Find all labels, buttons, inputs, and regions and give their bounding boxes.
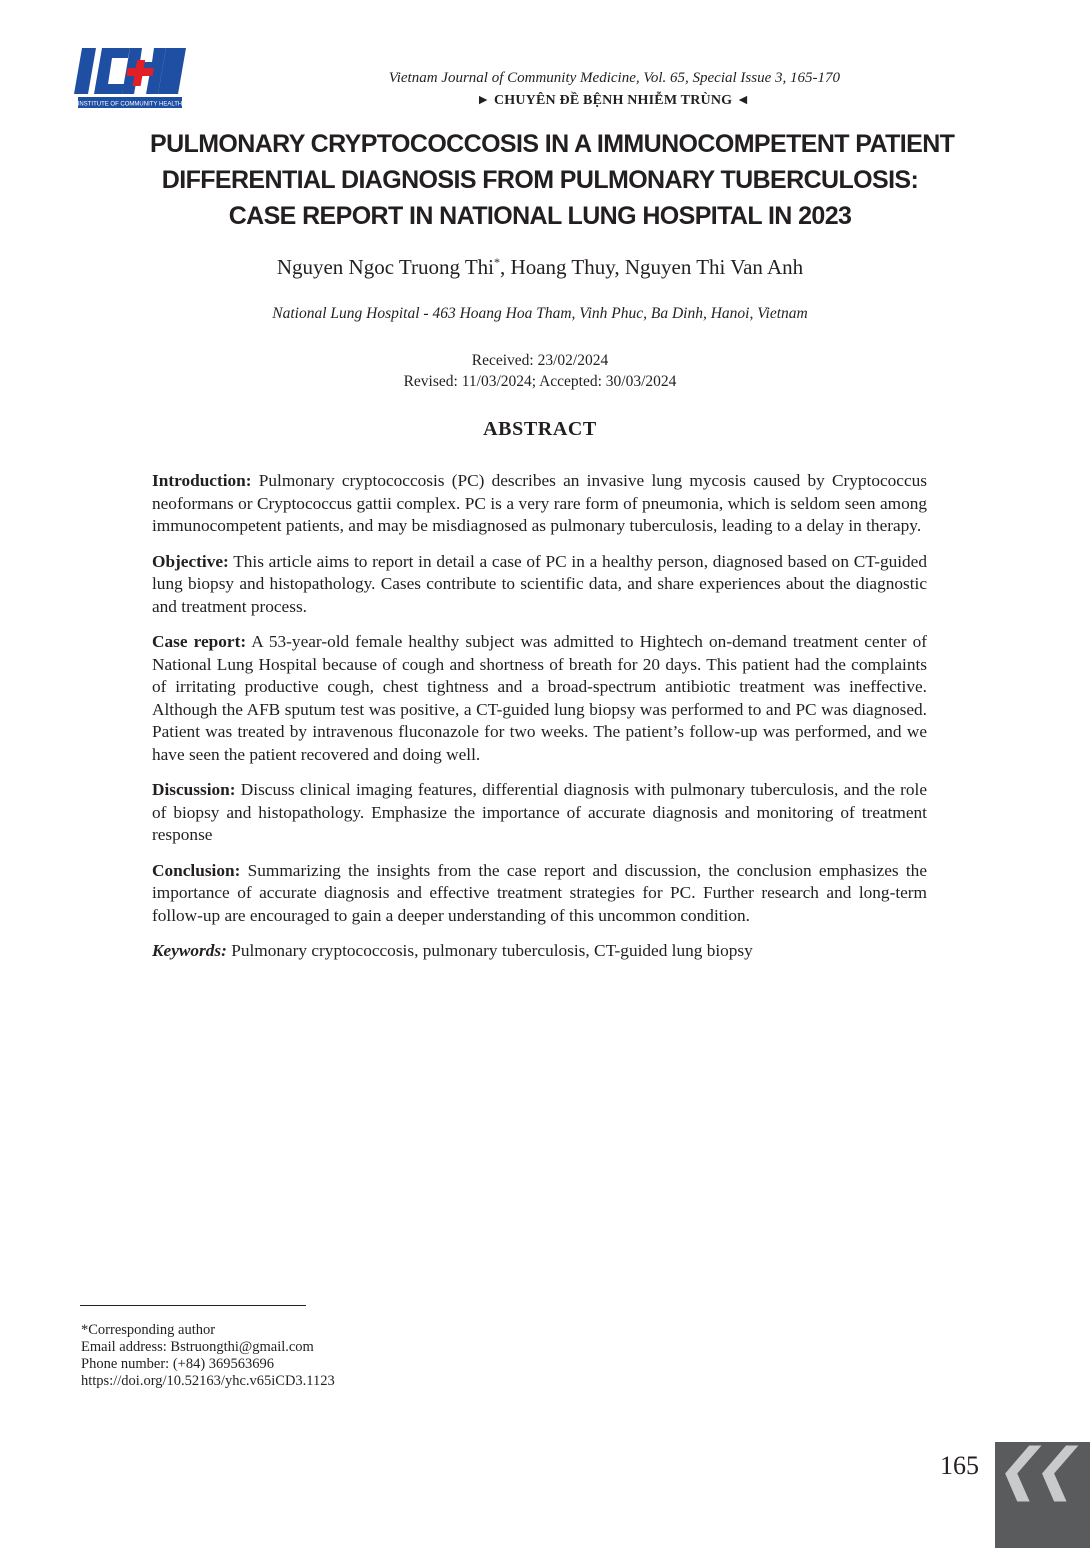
- email-address: Email address: Bstruongthi@gmail.com: [81, 1339, 314, 1355]
- received-date: Received: 23/02/2024: [471, 352, 609, 369]
- abstract-keywords: [152, 940, 927, 963]
- abstract-body: [152, 470, 927, 976]
- revised-accepted-dates: Revised: 11/03/2024; Accepted: 30/03/2024: [403, 373, 677, 390]
- keywords-label: Keywords:: [152, 941, 227, 960]
- discussion-text: Discuss clinical imaging features, differential diagnosis with pulmonary tuberculosis, and the role of biopsy and histopathology. Emphasize the importance of accurate diagnosis and monitoring of treatment response: [152, 780, 927, 844]
- page-number: 165: [940, 1451, 979, 1480]
- conclusion-text: Summarizing the insights from the case report and discussion, the conclusion emphasizes the importance of accurate diagnosis and effective treatment strategies for PC. Further research and long-term follow-up are encouraged to gain a deeper understanding of this uncommon condition.: [152, 860, 927, 925]
- footnote: [81, 1322, 335, 1390]
- introduction-text: Pulmonary cryptococcosis (PC) describes an invasive lung mycosis caused by Cryptococcus neoformans or Cryptococcus gattii complex. PC is a very rare form of pneumonia, which is seldom seen among immunocompetent patients, and may be misdiagnosed as pulmonary tuberculosis, leading to a delay in therapy.: [152, 471, 927, 535]
- ich-logo: [74, 44, 186, 110]
- abstract-introduction: [152, 470, 927, 538]
- author-rest: , Hoang Thuy, Nguyen Thi Van Anh: [500, 255, 804, 279]
- objective-label: Objective:: [152, 551, 229, 571]
- journal-citation: Vietnam Journal of Community Medicine, Vol. 65, Special Issue 3, 165-170: [388, 70, 840, 86]
- abstract-case-report: [152, 631, 927, 766]
- abstract-objective: [152, 551, 927, 619]
- author-first: Nguyen Ngoc Truong Thi: [276, 255, 495, 279]
- doi-link[interactable]: https://doi.org/10.52163/yhc.v65iCD3.1123: [81, 1373, 335, 1389]
- author-list: [150, 255, 930, 280]
- corresponding-author: *Corresponding author: [81, 1322, 216, 1338]
- double-chevron-left-icon: ❮❮: [991, 1437, 1079, 1502]
- corresponding-mark: *: [494, 255, 501, 269]
- abstract-discussion: [152, 779, 927, 847]
- article-title: [150, 126, 955, 234]
- case-report-text: A 53-year-old female healthy subject was admitted to Hightech on-demand treatment center of National Lung Hospital because of cough and shortness of breath for 20 days. This patient had the complaints of irritating productive cough, chest tightness and a broad-spectrum antibiotic treatment was ineffective. Although the AFB sputum test was positive, a CT-guided lung biopsy was performed to and PC was diagnosed. Patient was treated by intravenous fluconazole for two weeks. The patient’s follow-up was performed, and we have seen the patient recovered and doing well.: [152, 632, 927, 764]
- phone-number: Phone number: (+84) 369563696: [81, 1356, 275, 1372]
- article-dates: [150, 350, 930, 392]
- footnote-divider: [80, 1305, 306, 1306]
- discussion-label: Discussion:: [152, 780, 236, 799]
- introduction-label: Introduction:: [152, 471, 252, 490]
- section-label: ► CHUYÊN ĐỀ BỆNH NHIỄM TRÙNG ◄: [476, 93, 750, 108]
- title-line: CASE REPORT IN NATIONAL LUNG HOSPITAL IN 2023: [228, 202, 852, 230]
- abstract-heading: ABSTRACT: [483, 418, 597, 440]
- affiliation: National Lung Hospital - 463 Hoang Hoa Tham, Vinh Phuc, Ba Dinh, Hanoi, Vietnam: [272, 305, 808, 322]
- keywords-text: Pulmonary cryptococcosis, pulmonary tuberculosis, CT-guided lung biopsy: [226, 941, 753, 960]
- abstract-conclusion: [152, 860, 927, 928]
- conclusion-label: Conclusion:: [152, 860, 241, 880]
- title-line: DIFFERENTIAL DIAGNOSIS FROM PULMONARY TUBERCULOSIS:: [161, 166, 919, 194]
- objective-text: This article aims to report in detail a case of PC in a healthy person, diagnosed based on CT-guided lung biopsy and histopathology. Cases contribute to scientific data, and share experiences about the diagnostic and treatment process.: [152, 551, 927, 616]
- case-report-label: Case report:: [152, 632, 247, 651]
- title-line: PULMONARY CRYPTOCOCCOSIS IN A IMMUNOCOMPETENT PATIENT: [150, 130, 955, 158]
- logo-caption: INSTITUTE OF COMMUNITY HEALTH: [77, 101, 183, 108]
